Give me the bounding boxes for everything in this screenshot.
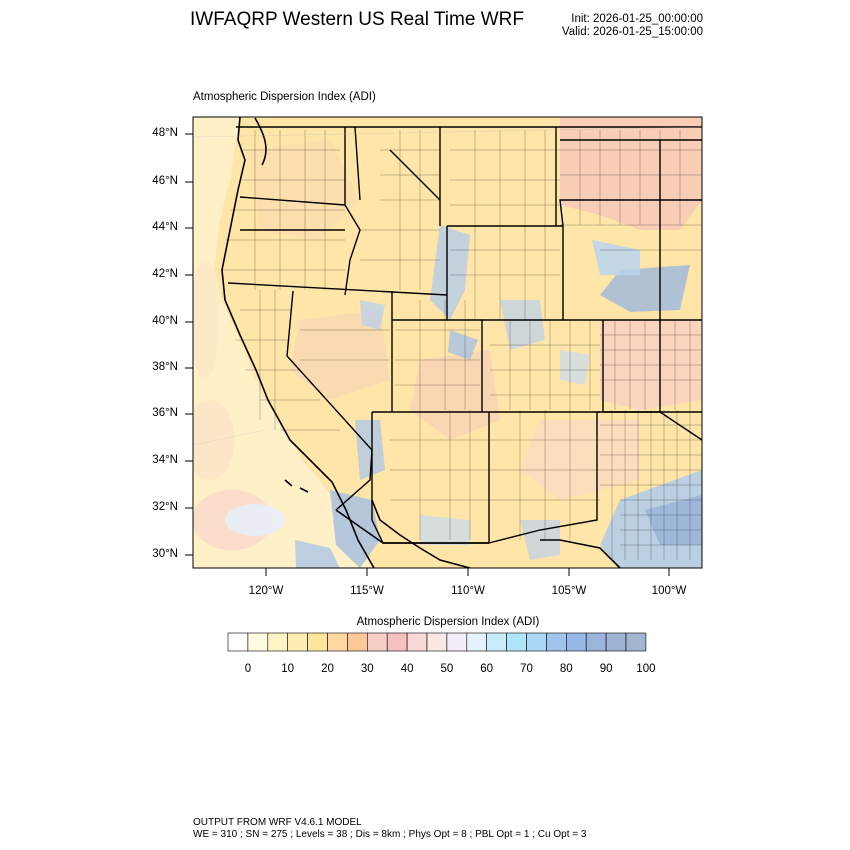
colorbar-title: Atmospheric Dispersion Index (ADI) — [356, 616, 540, 628]
colorbar-label: 100 — [636, 663, 656, 675]
colorbar-box — [546, 633, 566, 651]
colorbar-box — [427, 633, 447, 651]
lat-label: 48°N — [152, 127, 178, 139]
colorbar-box — [228, 633, 248, 651]
grid-info-line: WE = 310 ; SN = 275 ; Levels = 38 ; Dis = 8km ; Phys Opt = 8 ; PBL Opt = 1 ; Cu Opt = 3 — [193, 828, 587, 840]
model-info — [193, 817, 586, 840]
colorbar-box — [527, 633, 547, 651]
colorbar-box — [328, 633, 348, 651]
colorbar-label: 10 — [281, 663, 295, 675]
colorbar-box — [487, 633, 507, 651]
lat-label: 38°N — [152, 361, 178, 373]
lon-label: 115°W — [350, 585, 384, 597]
colorbar-box — [447, 633, 467, 651]
lon-label: 120°W — [248, 585, 284, 597]
lat-label: 46°N — [152, 175, 178, 187]
colorbar-box — [566, 633, 586, 651]
colorbar-box — [407, 633, 427, 651]
colorbar-label: 40 — [400, 663, 414, 675]
lat-label: 34°N — [152, 454, 178, 466]
colorbar-label: 20 — [321, 663, 334, 675]
colorbar-label: 0 — [244, 663, 252, 675]
colorbar-box — [586, 633, 606, 651]
lon-label: 105°W — [551, 585, 587, 597]
model-line: OUTPUT FROM WRF V4.6.1 MODEL — [193, 817, 362, 828]
figure-title: IWFAQRP Western US Real Time WRF — [190, 9, 524, 30]
colorbar-box — [387, 633, 407, 651]
colorbar-label: 30 — [360, 663, 374, 675]
lon-label: 110°W — [451, 585, 485, 597]
colorbar-box — [507, 633, 527, 651]
colorbar-label: 70 — [520, 663, 533, 675]
colorbar-box — [367, 633, 387, 651]
lat-label: 32°N — [152, 501, 178, 513]
init-time: Init: 2026-01-25_00:00:00 — [571, 13, 703, 25]
colorbar-box — [268, 633, 288, 651]
lat-label: 36°N — [152, 407, 178, 419]
colorbar-box — [467, 633, 487, 651]
colorbar-label: 90 — [599, 663, 613, 675]
lat-label: 42°N — [152, 268, 178, 280]
colorbar-label: 50 — [440, 663, 454, 675]
colorbar-box — [347, 633, 367, 651]
colorbar-box — [606, 633, 626, 651]
map-title: Atmospheric Dispersion Index (ADI) — [193, 91, 376, 103]
colorbar-box — [288, 633, 308, 651]
lat-label: 44°N — [152, 221, 178, 233]
lon-label: 100°W — [651, 585, 687, 597]
colorbar-box — [308, 633, 328, 651]
colorbar-label: 60 — [480, 663, 494, 675]
colorbar-box — [626, 633, 646, 651]
colorbar-label: 80 — [559, 663, 573, 675]
lat-label: 40°N — [152, 315, 178, 327]
lat-label: 30°N — [152, 548, 178, 560]
valid-time: Valid: 2026-01-25_15:00:00 — [561, 26, 703, 38]
colorbar-box — [248, 633, 268, 651]
